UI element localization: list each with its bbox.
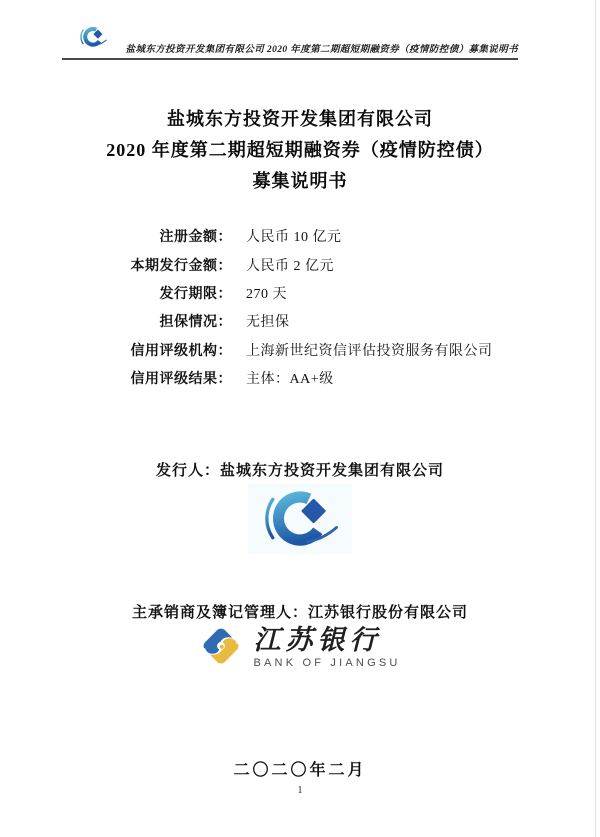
field-label-rating-result: 信用评级结果： bbox=[130, 372, 232, 388]
bank-logo-wordmark bbox=[253, 624, 400, 669]
field-value-rating-result: 主体：AA+级 bbox=[246, 372, 334, 388]
company-logo-icon bbox=[76, 22, 110, 52]
bank-name-chinese: 江苏银行 bbox=[253, 625, 382, 655]
key-facts-list bbox=[60, 222, 560, 392]
east-group-logo-icon bbox=[253, 489, 347, 549]
document-title bbox=[0, 104, 600, 197]
document-date: 二〇二〇年二月 bbox=[233, 762, 367, 779]
field-value-tenor: 270 天 bbox=[246, 286, 287, 302]
bank-name-english: BANK OF JIANGSU bbox=[253, 657, 401, 669]
title-line-issue: 2020 年度第二期超短期融资券（疫情防控债） bbox=[106, 140, 494, 160]
issuer-logo bbox=[248, 484, 352, 554]
field-label-issue-amount: 本期发行金额： bbox=[130, 258, 232, 274]
bank-of-jiangsu-logo bbox=[0, 624, 600, 669]
issuer-line: 发行人：盐城东方投资开发集团有限公司 bbox=[155, 463, 444, 479]
field-label-registered-amount: 注册金额： bbox=[159, 230, 232, 246]
title-line-prospectus: 募集说明书 bbox=[252, 171, 348, 191]
field-label-rating-agency: 信用评级机构： bbox=[130, 343, 232, 359]
page-number: 1 bbox=[297, 785, 303, 796]
field-value-rating-agency: 上海新世纪资信评估投资服务有限公司 bbox=[246, 343, 493, 359]
field-value-registered-amount: 人民币 10 亿元 bbox=[246, 230, 342, 246]
bank-of-jiangsu-mark-icon bbox=[199, 624, 243, 668]
header-running-title: 盐城东方投资开发集团有限公司 2020 年度第二期超短期融资券（疫情防控债）募集说明书 bbox=[125, 45, 518, 55]
field-label-tenor: 发行期限： bbox=[159, 286, 232, 302]
title-line-company: 盐城东方投资开发集团有限公司 bbox=[167, 109, 433, 129]
field-value-guarantee: 无担保 bbox=[246, 315, 290, 331]
underwriter-line: 主承销商及簿记管理人：江苏银行股份有限公司 bbox=[131, 605, 468, 621]
field-value-issue-amount: 人民币 2 亿元 bbox=[246, 258, 334, 274]
field-label-guarantee: 担保情况： bbox=[159, 315, 232, 331]
page-header bbox=[62, 20, 518, 60]
